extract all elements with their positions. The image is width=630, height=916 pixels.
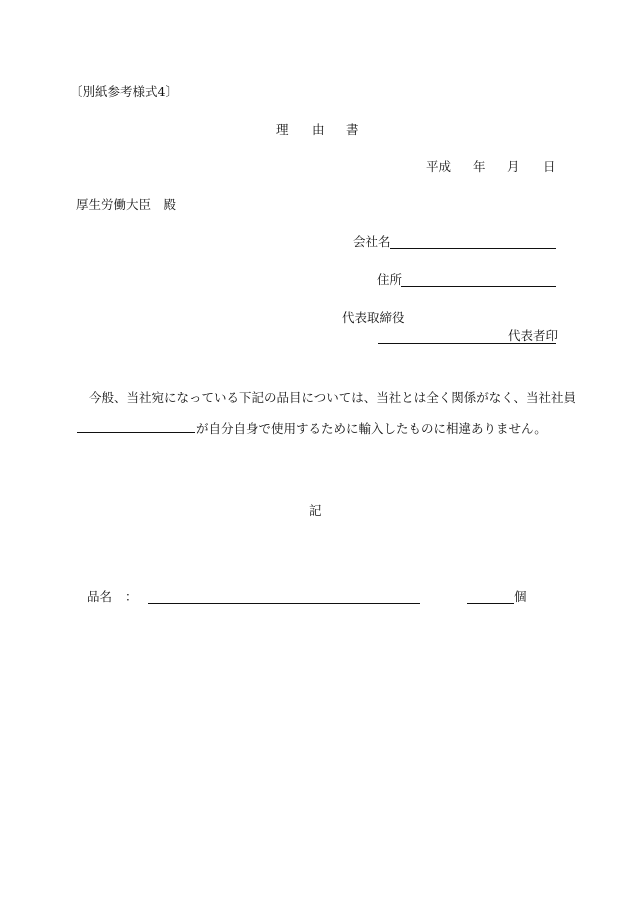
item-label: 品名 (87, 589, 113, 604)
representative-label: 代表取締役 (342, 310, 405, 325)
form-label: 〔別紙参考様式4〕 (70, 84, 178, 99)
address-label: 住所 (377, 272, 403, 287)
address-field[interactable] (401, 286, 556, 287)
company-label: 会社名 (353, 234, 391, 249)
item-name-field[interactable] (148, 603, 420, 604)
date-year: 年 (473, 159, 486, 174)
item-colon: ： (125, 589, 138, 604)
title-char-1: 理 (276, 122, 289, 137)
ki-heading: 記 (309, 503, 322, 518)
company-name-field[interactable] (390, 248, 556, 249)
date-month: 月 (507, 159, 520, 174)
title-char-3: 書 (346, 122, 359, 137)
addressee: 厚生労働大臣 殿 (76, 197, 177, 212)
employee-name-field[interactable] (77, 432, 195, 433)
date-day: 日 (543, 159, 556, 174)
body-line-1: 今般、当社宛になっている下記の品目については、当社とは全く関係がなく、当社社員 (89, 390, 577, 405)
count-unit: 個 (514, 589, 527, 604)
seal-label: 代表者印 (508, 328, 559, 343)
title-char-2: 由 (312, 122, 325, 137)
item-count-field[interactable] (467, 603, 514, 604)
body-line-2: が自分自身で使用するために輸入したものに相違ありません。 (196, 421, 547, 436)
date-era: 平成 (426, 159, 452, 174)
